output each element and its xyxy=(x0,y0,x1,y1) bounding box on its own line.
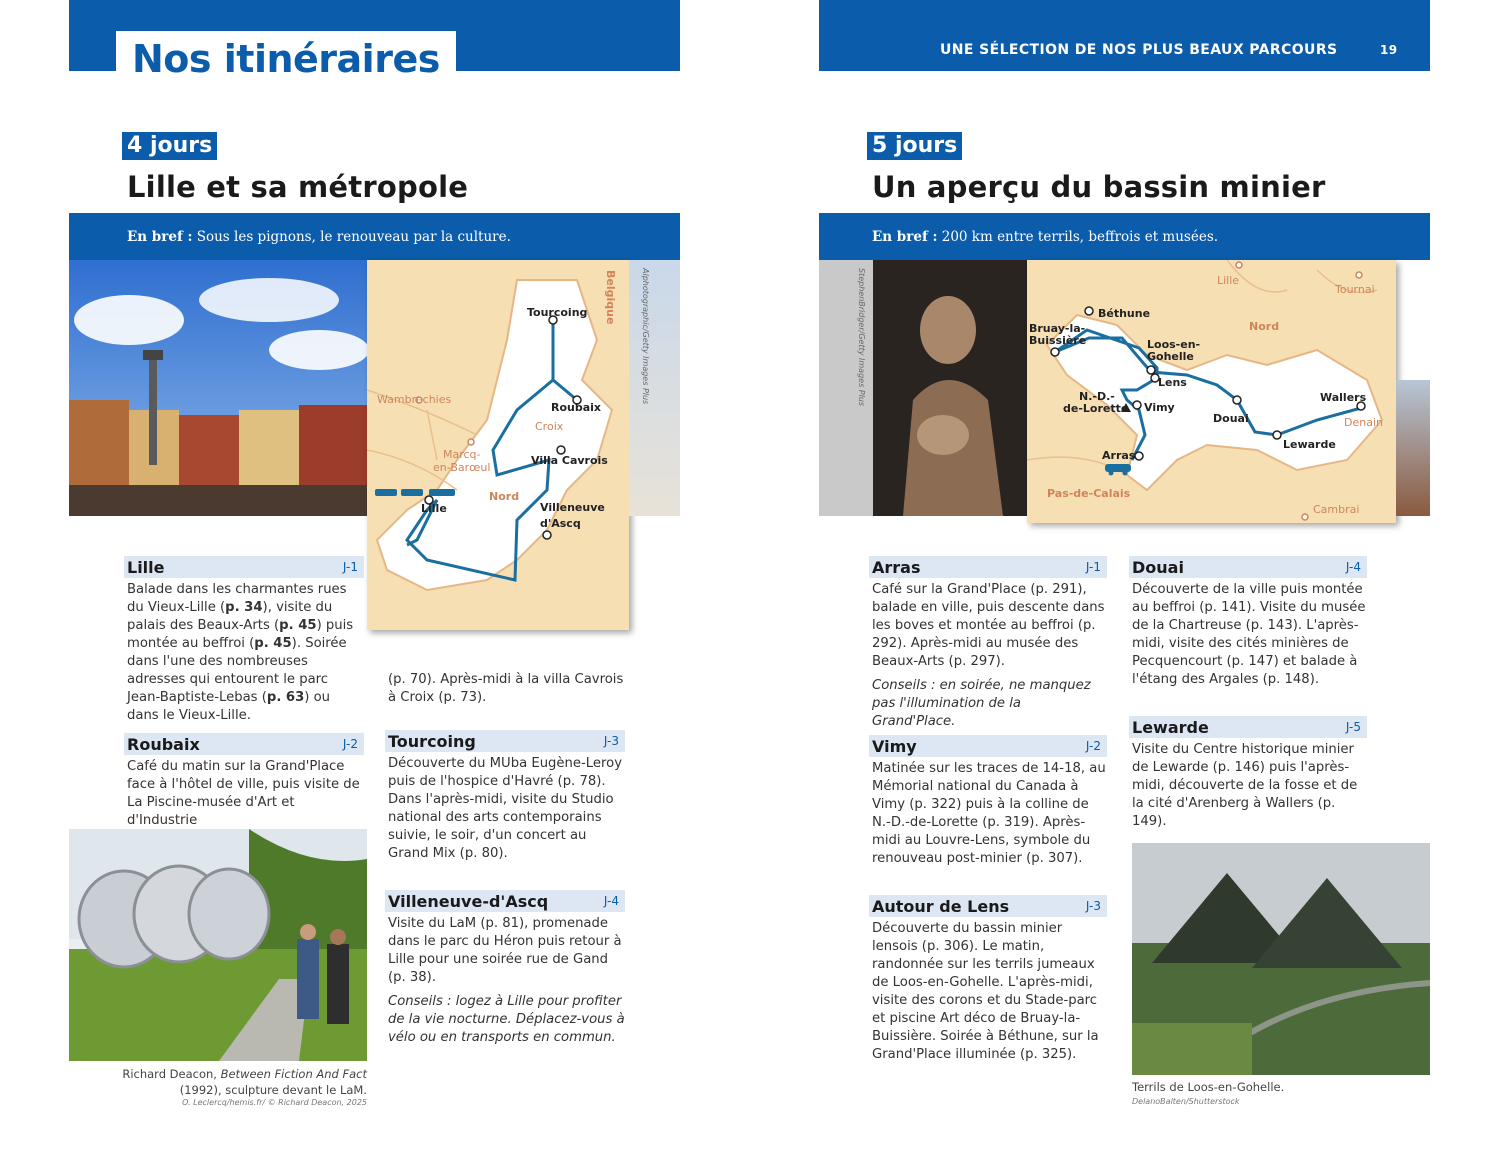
day-number: J-1 xyxy=(1085,560,1101,574)
day-header xyxy=(385,890,625,912)
day-number: J-4 xyxy=(603,894,619,908)
tip-text: Conseils : logez à Lille pour profiter de la vie nocturne. Déplacez-vous à vélo ou en transports en commun. xyxy=(388,994,625,1045)
day-name: Tourcoing xyxy=(388,731,476,751)
day-description: Visite du Centre historique minier de Lewarde (p. 146) puis l'après-midi, découverte de la fosse et de la cité d'Arenberg à Wallers (p. 149). xyxy=(1132,742,1358,829)
day-description: Visite du LaM (p. 81), promenade dans le parc du Héron puis retour à Lille pour une soirée rue de Gand (p. 38). xyxy=(388,916,622,985)
map-label-lille-r: Lille xyxy=(1217,274,1240,287)
map-label-belgique: Belgique xyxy=(604,270,617,325)
map-label-bethune: Béthune xyxy=(1098,307,1151,320)
map-label-tournai: Tournai xyxy=(1335,283,1375,296)
brief-text: Sous les pignons, le renouveau par la culture. xyxy=(196,229,511,245)
map-label-cambrai: Cambrai xyxy=(1313,503,1360,516)
day-header xyxy=(124,556,364,578)
day-number: J-5 xyxy=(1345,720,1361,734)
day-name: Lille xyxy=(127,557,165,577)
map-label-marcq-2: en-Barœul xyxy=(433,461,491,474)
map-label-lens: Lens xyxy=(1158,376,1187,389)
section-title: Nos itinéraires xyxy=(116,31,456,75)
day-description: Balade dans les charmantes rues du Vieux-Lille (p. 34), visite du palais des Beaux-Arts (p. 45) puis montée au beffroi (p. 45). Soirée dans l'une des nombreuses adresses qui entourent le parc Jean-Baptiste-Lebas (p. 63) ou dans le Vieux-Lille. xyxy=(127,582,354,723)
day-header xyxy=(1129,716,1367,738)
brief-label: En bref : xyxy=(127,229,193,245)
map-label-tourcoing: Tourcoing xyxy=(527,306,588,319)
day-description: Découverte du MUba Eugène-Leroy puis de l'hospice d'Havré (p. 78). Dans l'après-midi, visite du Studio national des arts contemporains suivie, le soir, d'un concert au Grand Mix (p. 80). xyxy=(388,756,622,861)
photo-credit-right: StephenBridger/Getty Images Plus xyxy=(857,268,866,407)
day-block-lewarde xyxy=(1129,716,1367,831)
brief-text: 200 km entre terrils, beffrois et musées. xyxy=(941,229,1219,245)
map-label-wambrechies: Wambrechies xyxy=(377,393,452,406)
map-label-croix: Croix xyxy=(535,420,564,433)
day-description: Café sur la Grand'Place (p. 291), balade en ville, puis descente dans les boves et montée au beffroi (p. 292). Après-midi au musée des Beaux-Arts (p. 297). xyxy=(872,582,1105,669)
map-label-lewarde: Lewarde xyxy=(1283,438,1336,451)
day-description: Découverte de la ville puis montée au beffroi (p. 141). Visite du musée de la Chartreuse (p. 143). L'après-midi, visite des cités minières de Pecquencourt (p. 147) et balade à l'étang des Argales (p. 148). xyxy=(1132,582,1366,687)
map-label-nord-r: Nord xyxy=(1249,320,1280,333)
itinerary-title-right: Un aperçu du bassin minier xyxy=(872,170,1326,204)
day-block-roubaix xyxy=(124,733,364,830)
day-block-douai xyxy=(1129,556,1367,689)
day-block-arras xyxy=(869,556,1107,731)
map-label-bruay-2: Buissière xyxy=(1029,334,1087,347)
right-header-band xyxy=(819,0,1430,71)
map-lille xyxy=(367,260,629,630)
day-block-villeneuve xyxy=(385,890,625,1047)
map-label-vimy: Vimy xyxy=(1144,401,1175,414)
page-number: 19 xyxy=(1380,43,1398,57)
day-description: Café du matin sur la Grand'Place face à l'hôtel de ville, puis visite de La Piscine-musée d'Art et d'Industrie xyxy=(127,759,360,828)
map-label-lille: Lille xyxy=(421,502,447,515)
caption-terrils: Terrils de Loos-en-Gohelle. xyxy=(1132,1080,1285,1094)
map-label-marcq: Marcq- xyxy=(443,448,481,461)
train-icon xyxy=(375,489,455,496)
photo-terrils xyxy=(1132,843,1430,1075)
map-label-nord: Nord xyxy=(489,490,520,503)
brief-right xyxy=(872,229,1218,245)
photo-statue xyxy=(873,260,1027,516)
map-label-roubaix: Roubaix xyxy=(551,401,602,414)
map-label-arras: Arras xyxy=(1102,449,1136,462)
brief-label: En bref : xyxy=(872,229,938,245)
map-label-douai: Douai xyxy=(1213,412,1249,425)
day-name: Autour de Lens xyxy=(872,896,1010,916)
photo-right-strip-left xyxy=(629,260,680,516)
photo-right-strip-right xyxy=(1396,380,1430,516)
day-name: Vimy xyxy=(872,736,917,756)
map-label-villeneuve: Villeneuve xyxy=(540,501,605,514)
map-label-nd: N.-D.- xyxy=(1079,390,1115,403)
day-header xyxy=(869,895,1107,917)
day-block-lille xyxy=(124,556,364,725)
day-number: J-2 xyxy=(1085,739,1101,753)
day-number: J-3 xyxy=(1085,899,1101,913)
day-description-continued: (p. 70). Après-midi à la villa Cavrois à Croix (p. 73). xyxy=(388,672,624,705)
map-label-nd-2: de-Lorette xyxy=(1063,402,1129,415)
credit-sculpture: O. Leclercq/hemis.fr/ © Richard Deacon, 2025 xyxy=(182,1098,367,1107)
map-label-denain: Denain xyxy=(1344,416,1383,429)
map-bassin-minier xyxy=(1027,260,1396,523)
map-label-villa-cavrois: Villa Cavrois xyxy=(531,454,608,467)
day-name: Roubaix xyxy=(127,734,200,754)
day-header xyxy=(1129,556,1367,578)
day-number: J-2 xyxy=(342,737,358,751)
credit-terrils: DelanoBalten/Shutterstock xyxy=(1132,1097,1240,1106)
day-header xyxy=(124,733,364,755)
caption-sculpture: Richard Deacon, Between Fiction And Fact (1992), sculpture devant le LaM. xyxy=(122,1067,367,1097)
map-label-loos-2: Gohelle xyxy=(1147,350,1194,363)
day-name: Villeneuve-d'Ascq xyxy=(388,891,549,911)
tip-text: Conseils : en soirée, ne manquez pas l'illumination de la Grand'Place. xyxy=(872,678,1091,729)
map-label-loos: Loos-en- xyxy=(1147,338,1201,351)
day-description: Découverte du bassin minier lensois (p. 306). Le matin, randonnée sur les terrils jumeaux de Loos-en-Gohelle. L'après-midi, visite des corons et du Stade-parc et piscine Art déco de Bruay-la-Buissière. Soirée à Béthune, sur la Grand'Place illuminée (p. 325). xyxy=(872,921,1099,1062)
days-badge-right: 5 jours xyxy=(867,132,962,160)
photo-credit-left: Alphotographic/Getty Images Plus xyxy=(641,268,650,405)
day-block-vimy xyxy=(869,735,1107,868)
day-header xyxy=(869,735,1107,757)
day-block-tourcoing xyxy=(385,730,625,863)
day-header xyxy=(385,730,625,752)
map-label-ascq: d'Ascq xyxy=(540,517,581,530)
day-header xyxy=(869,556,1107,578)
map-label-pas-de-calais: Pas-de-Calais xyxy=(1047,487,1131,500)
map-label-wallers: Wallers xyxy=(1320,391,1367,404)
day-name: Lewarde xyxy=(1132,717,1209,737)
running-head: UNE SÉLECTION DE NOS PLUS BEAUX PARCOURS xyxy=(940,42,1338,58)
day-number: J-4 xyxy=(1345,560,1361,574)
day-block-autour-de-lens xyxy=(869,895,1107,1064)
day-description: Matinée sur les traces de 14-18, au Mémorial national du Canada à Vimy (p. 322) puis à la colline de N.-D.-de-Lorette (p. 319). Après-midi au Louvre-Lens, symbole du renouveau post-minier (p. 307). xyxy=(872,761,1106,866)
day-name: Douai xyxy=(1132,557,1184,577)
map-label-bruay: Bruay-la- xyxy=(1029,322,1086,335)
days-badge-left: 4 jours xyxy=(122,132,217,160)
photo-lille-grand-place xyxy=(69,260,367,516)
day-number: J-3 xyxy=(603,734,619,748)
itinerary-title-left: Lille et sa métropole xyxy=(127,170,469,204)
brief-left xyxy=(127,229,511,245)
day-name: Arras xyxy=(872,557,921,577)
photo-sculpture-lam xyxy=(69,829,367,1061)
day-number: J-1 xyxy=(342,560,358,574)
